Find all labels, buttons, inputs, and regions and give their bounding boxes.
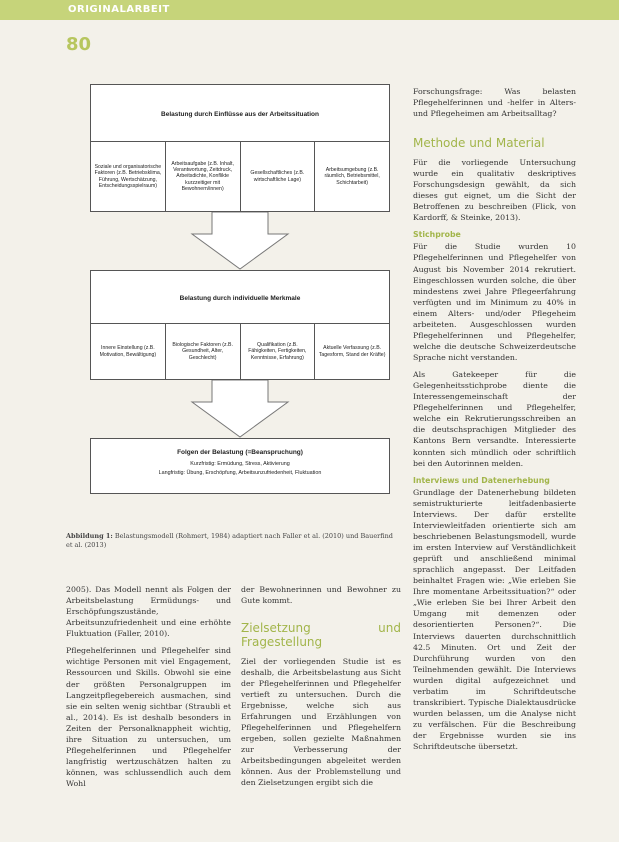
text-column-left — [66, 584, 231, 795]
box-arbeitssituation — [90, 84, 390, 212]
down-arrow-icon — [190, 212, 290, 270]
paragraph: Forschungsfrage: Was belasten Pflegehelferinnen und -helfer in Alters- und Pflegeheimen am Arbeitsalltag? — [413, 87, 576, 119]
paragraph: der Bewohnerinnen und Bewohner zu Gute kommt. — [241, 585, 401, 606]
paragraph: Ziel der vorliegenden Studie ist es deshalb, die Arbeitsbelastung aus Sicht der Pflegehelferinnen und Pflegehelfer vertieft zu untersuchen. Durch die Ergebnisse, welche sich aus Erfahrungen und Erzählungen von Pflegehelferinnen und Pflegehelfern ergeben, sollen gezielte Maßnahmen zur Verbesserung der Arbeitsbedingungen abgeleitet werden können. Aus der Problemstellung und den Zielsetzungen ergibt sich die — [241, 656, 401, 788]
box-individuelle-merkmale — [90, 270, 390, 380]
folgen-kurzfristig: Kurzfristig: Ermüdung, Stress, Aktivierung — [190, 461, 290, 467]
down-arrow-icon — [190, 380, 290, 438]
folgen-langfristig: Langfristig: Übung, Erschöpfung, Arbeitsunzufriedenheit, Fluktuation — [158, 470, 322, 476]
box-title: Belastung durch Einflüsse aus der Arbeitssituation — [161, 111, 319, 118]
paragraph: Für die vorliegende Untersuchung wurde ein qualitativ deskriptives Forschungsdesign gewählt, da sich dieses gut eignet, um die Sicht der Betroffenen zu beschreiben (Flick, von Kardorff, & Steinke, 2013). — [413, 157, 576, 223]
box-cell: Arbeitsumgebung (z.B. räumlich, Betriebsmittel, Schichtarbeit) — [315, 141, 389, 211]
paragraph: Als Gatekeeper für die Gelegenheitsstichprobe diente die Interessengemeinschaft der Pflegehelferinnen und Pflegehelfer, welche ein Rekrutierungsschreiben an die deutschsprachigen Mitglieder des Kantons Bern versandte. Interessierte konnten sich mündlich oder schriftlich bei den Autorinnen melden. — [413, 370, 576, 468]
paragraph: Für die Studie wurden 10 Pflegehelferinnen und Pflegehelfer von August bis November 2014 rekrutiert. Eingeschlossen wurden solche, die über mindestens zwei Jahre Pflegeerfahrung verfügten und im Minimum zu 40% in einem Alters- und/oder Pflegeheim arbeiteten. Ausgeschlossen wurden Pflegehelferinnen und Pflegehelfer, welche die deutsche Schweizerdeutsche Sprache nicht verstanden. — [413, 242, 576, 363]
box-title: Belastung durch individuelle Merkmale — [179, 295, 301, 302]
text-column-middle — [241, 584, 401, 794]
box-title: Folgen der Belastung (=Beanspruchung) — [177, 449, 303, 456]
subheading-interviews: Interviews und Datenerhebung — [413, 475, 550, 485]
box-folgen — [90, 438, 390, 494]
heading-zielsetzung: Zielsetzung und Fragestellung — [241, 621, 401, 649]
box-cell: Gesellschaftliches (z.B. wirtschaftliche Lage) — [241, 141, 316, 211]
box-cell: Biologische Faktoren (z.B. Gesundheit, Alter, Geschlecht) — [166, 323, 241, 379]
caption-text: Belastungsmodell (Rohmert, 1984) adaptiert nach Faller et al. (2010) und Bauerfind et al. (2013) — [66, 532, 393, 549]
text-column-right — [413, 86, 576, 758]
subheading-stichprobe: Stichprobe — [413, 230, 461, 240]
box-cell: Soziale und organisatorische Faktoren (z.B. Betriebsklima, Führung, Wertschätzung, Entscheidungsspielraum) — [91, 141, 166, 211]
figure-caption — [66, 532, 396, 550]
box-cell: Innere Einstellung (z.B. Motivation, Bewältigung) — [91, 323, 166, 379]
paragraph: 2005). Das Modell nennt als Folgen der Arbeitsbelastung Ermüdungs- und Erschöpfungszustände, Arbeitsunzufriedenheit und eine erhöhte Fluktuation (Faller, 2010). — [66, 585, 231, 639]
header-bar — [0, 0, 619, 20]
figure-belastungsmodell — [90, 84, 390, 522]
paragraph: Grundlage der Datenerhebung bildeten semistrukturierte leitfadenbasierte Interviews. Der dafür erstellte Interviewleitfaden orientierte sich am beschriebenen Belastungsmodell, wurde im ersten Interview auf Verständlichkeit geprüft und anschließend minimal sprachlich angepasst. Der Leitfaden beinhaltet Fragen wie: „Wie erleben Sie Ihre momentane Arbeitssituation?“ oder „Wie erleben Sie bei Ihrer Arbeit den Umgang mit demenzen oder desorientierten Personen?“. Die Interviews dauerten durchschnittlich 42.5 Minuten. Ort und Zeit der Durchführung wurden von den Teilnehmenden gewählt. Die Interviews wurden digital aufgezeichnet und verbatim im Schriftdeutsche transkribiert. Typische Dialektausdrücke wurden belassen, um die Analyse nicht zu verfälschen. Für die Beschreibung der Ergebnisse wurden sie ins Schriftdeutsche übersetzt. — [413, 487, 576, 752]
paragraph: Pflegehelferinnen und Pflegehelfer sind wichtige Personen mit viel Engagement, Ressourcen und Skills. Obwohl sie eine der größten Personalgruppen im Langzeitpflegebereich ausmachen, sind sie ein selten wenig sichtbar (Straubli et al., 2014). Es ist deshalb besonders in Zeiten der Personalknappheit wichtig, ihre Situation zu untersuchen, um Pflegehelferinnen und Pflegehelfer langfristig wertzuschätzen halten zu können, was schlussendlich auch dem Wohl — [66, 646, 231, 789]
box-cell: Qualifikation (z.B. Fähigkeiten, Fertigkeiten, Kenntnisse, Erfahrung) — [241, 323, 316, 379]
section-label: ORIGINALARBEIT — [68, 4, 170, 15]
heading-methode: Methode und Material — [413, 136, 545, 151]
caption-label: Abbildung 1: — [66, 532, 113, 540]
box-cell: Aktuelle Verfassung (z.B. Tagesform, Stand der Kräfte) — [315, 323, 389, 379]
page-number: 80 — [66, 34, 92, 55]
box-cell: Arbeitsaufgabe (z.B. Inhalt, Verantwortung, Zeitdruck, Arbeitsdichte, Konflikte kurzzeitiger mit Bewohnern/innen) — [166, 141, 241, 211]
